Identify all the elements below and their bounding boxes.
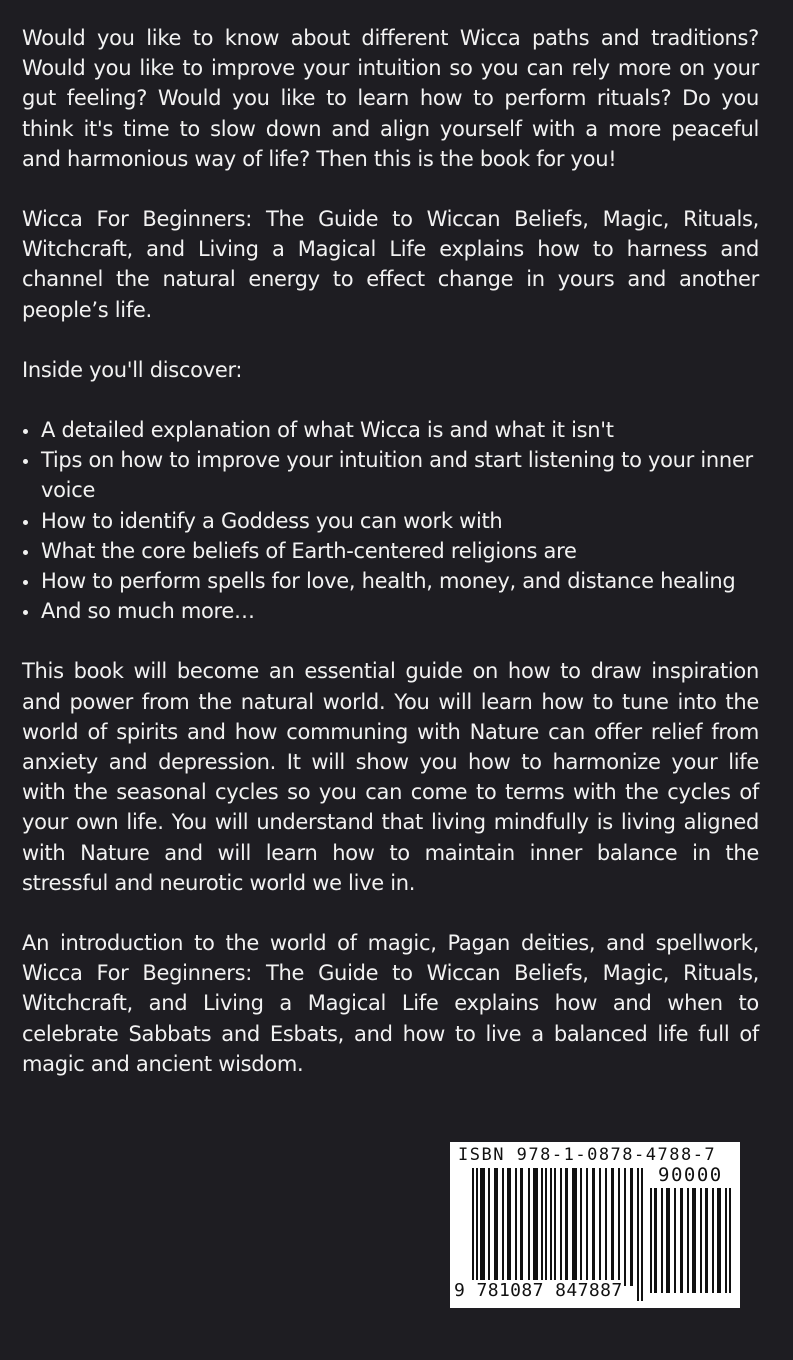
list-item: Tips on how to improve your intuition and start listening to your inner voice: [22, 445, 782, 505]
back-cover-text: [22, 23, 759, 1109]
closing-paragraph: An introduction to the world of magic, Pagan deities, and spellwork, Wicca For Beginners: The Guide to Wiccan Beliefs, Magic, Rituals, Witchcraft, and Living a Magical Life explains how and when to celebrate Sabbats and Esbats, and how to live a balanced life full of magic and ancient wisdom.: [22, 931, 759, 1076]
list-item: How to perform spells for love, health, money, and distance healing: [22, 566, 782, 596]
price-addon-bars-icon: [650, 1188, 732, 1293]
barcode-digits: 9 781087 847887: [454, 1280, 623, 1301]
list-item: And so much more…: [22, 596, 782, 626]
isbn-barcode: [450, 1142, 740, 1308]
isbn-label: ISBN 978-1-0878-4788-7: [458, 1145, 717, 1165]
feature-list: [22, 415, 782, 626]
body-paragraph: This book will become an essential guide on how to draw inspiration and power from the natural world. You will learn how to tune into the world of spirits and how communing with Nature can offer relief from anxiety and depression. It will show you how to harmonize your life with the seasonal cycles so you can come to terms with the cycles of your own life. You will understand that living mindfully is living aligned with Nature and will learn how to maintain inner balance in the stressful and neurotic world we live in.: [22, 659, 759, 895]
summary-paragraph: Wicca For Beginners: The Guide to Wiccan Beliefs, Magic, Rituals, Witchcraft, and Living a Magical Life explains how to harness and channel the natural energy to effect change in yours and another people’s life.: [22, 207, 759, 322]
intro-paragraph: Would you like to know about different Wicca paths and traditions? Would you like to improve your intuition so you can rely more on your gut feeling? Would you like to learn how to perform rituals? Do you think it's time to slow down and align yourself with a more peaceful and harmonious way of life? Then this is the book for you!: [22, 26, 759, 171]
list-item: A detailed explanation of what Wicca is and what it isn't: [22, 415, 782, 445]
list-item: How to identify a Goddess you can work with: [22, 506, 782, 536]
inside-heading: Inside you'll discover:: [22, 357, 243, 382]
price-code: 90000: [658, 1164, 723, 1186]
list-item: What the core beliefs of Earth-centered religions are: [22, 536, 782, 566]
